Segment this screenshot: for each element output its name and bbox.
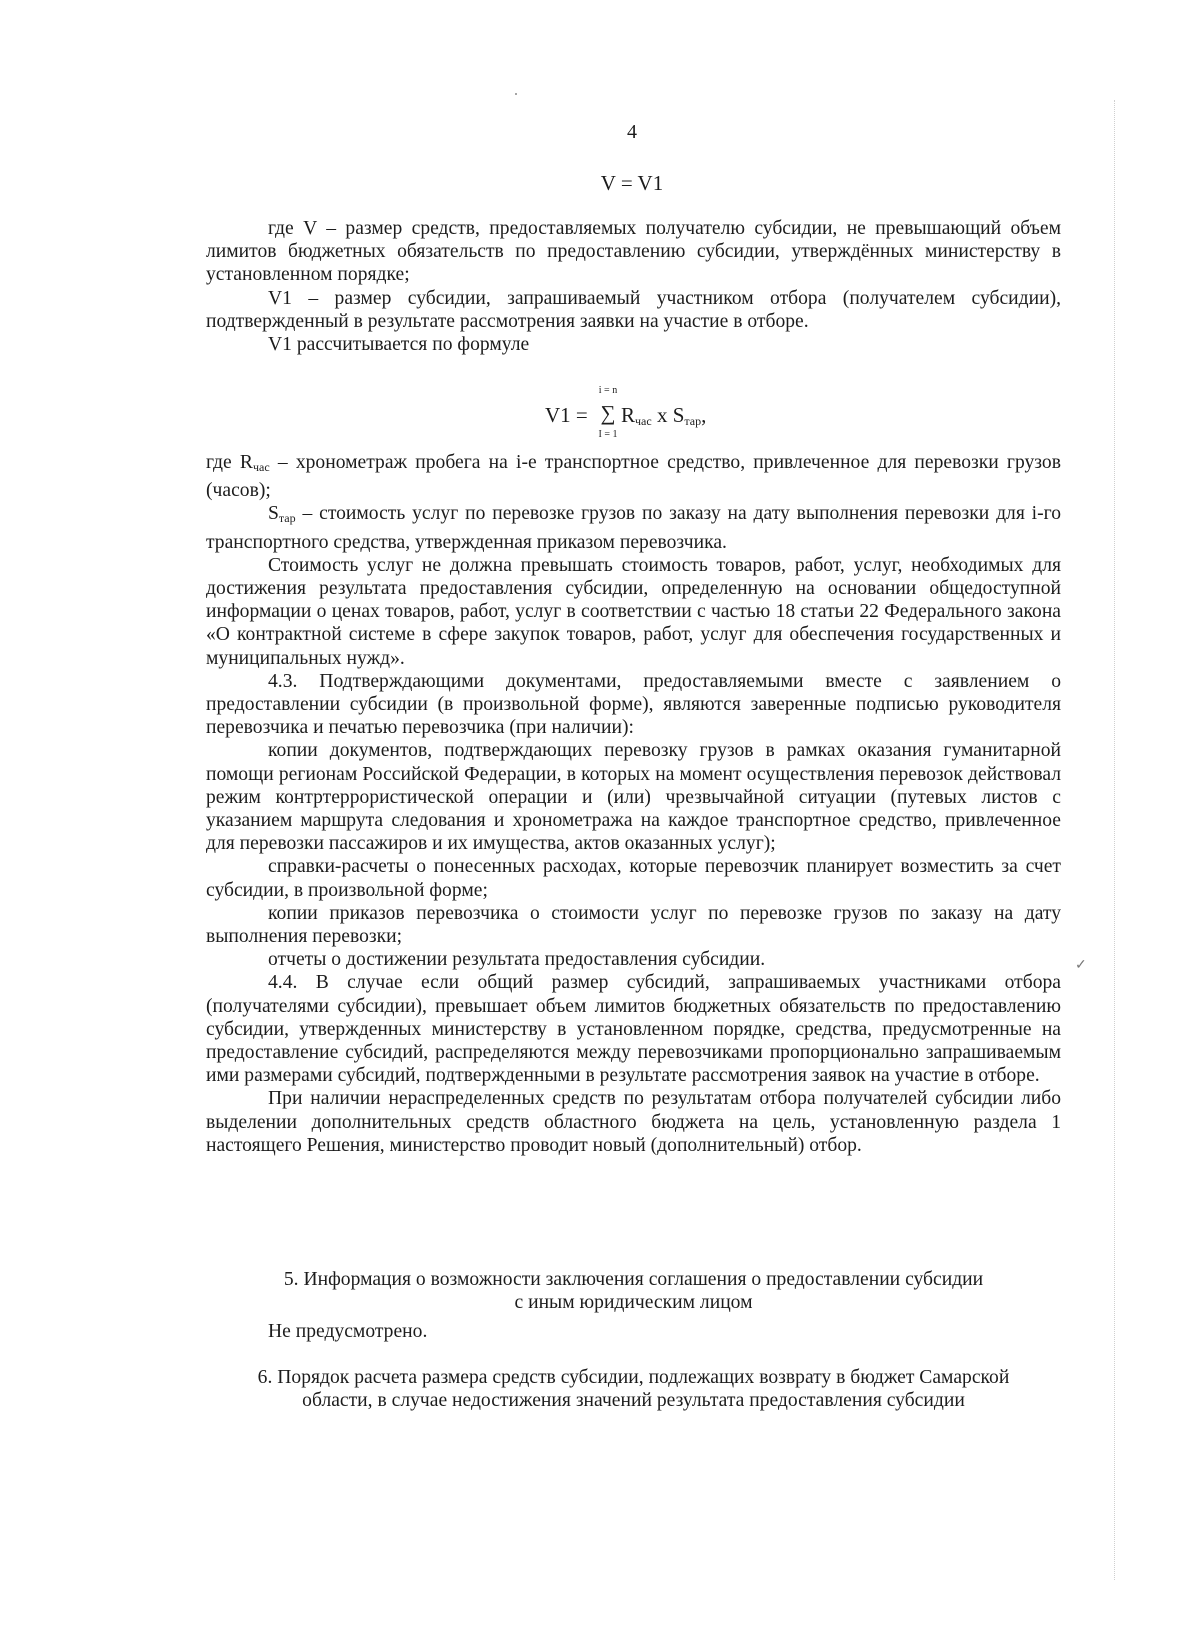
paragraph-v1-calculation: V1 рассчитывается по формуле [268, 334, 530, 356]
list-item-reports: отчеты о достижении результата предоставления субсидии. [268, 949, 766, 971]
sum-upper-limit: i = n [598, 385, 618, 396]
star-symbol: S [268, 503, 279, 525]
paragraph-rchas-definition [206, 451, 1061, 502]
paragraph-star-definition [206, 502, 1061, 553]
definitions-block [206, 217, 1061, 356]
s-symbol: S [672, 403, 685, 427]
r-subscript: час [635, 414, 652, 428]
section-6-heading-line1: 6. Порядок расчета размера средств субсидии, подлежащих возврату в бюджет Самарской [257, 1367, 1010, 1388]
page-number: 4 [627, 121, 637, 143]
section-5-heading-line1: 5. Информация о возможности заключения соглашения о предоставлении субсидии [283, 1269, 984, 1290]
list-item-expense-calculations: справки-расчеты о понесенных расходах, которые перевозчик планирует возместить за счет субсидии, в произвольной форме; [206, 856, 1061, 901]
sigma-symbol: ∑ [600, 401, 616, 425]
formula-lhs: V1 = [545, 403, 588, 427]
rchas-text: – хронометраж пробега на i-е транспортное средство, привлеченное для перевозки грузов (часов); [206, 452, 1061, 502]
section-5-heading [206, 1268, 1061, 1314]
star-text: – стоимость услуг по перевозке грузов по заказу на дату выполнения перевозки для i-го транспортного средства, утвержденная приказом перевозчика. [206, 503, 1061, 553]
main-text-block [206, 451, 1061, 1157]
formula-v-equals-v1: V = V1 [600, 171, 664, 195]
star-subscript: тар [278, 511, 296, 526]
paragraph-v-definition: где V – размер средств, предоставляемых получателю субсидии, не превышающий объем лимитов бюджетных обязательств по предоставлению субсидии, утверждённых министерству в установленном порядке; [206, 218, 1061, 286]
rchas-subscript: час [252, 460, 270, 474]
scan-edge-line [1114, 100, 1115, 1580]
s-subscript: тар [684, 414, 702, 428]
summation [594, 385, 622, 443]
paragraph-v1-definition: V1 – размер субсидии, запрашиваемый участником отбора (получателем субсидии), подтвержденный в результате рассмотрения заявки на участие в отборе. [206, 287, 1061, 332]
section-6-heading-line2: области, в случае недостижения значений результата предоставления субсидии [302, 1390, 965, 1412]
section-5-text: Не предусмотрено. [268, 1321, 428, 1342]
check-mark-icon: ✓ [1075, 958, 1087, 973]
section-5-heading-line2: с иным юридическим лицом [514, 1292, 753, 1314]
sum-lower-limit: I = 1 [598, 429, 618, 440]
paragraph-4-4: 4.4. В случае если общий размер субсидий, запрашиваемых участниками отбора (получателями субсидии), превышает объем лимитов бюджетных обязательств по предоставлению субсидии, утвержденных министерству в установленном порядке, средства, предусмотренные на предоставление субсидий, распределяются между перевозчиками пропорционально запрашиваемым ими размерами субсидий, подтвержденными в результате рассмотрения заявок на участие в отборе. [206, 972, 1061, 1087]
formula-rhs [621, 403, 706, 429]
rchas-symbol: где R [206, 452, 253, 473]
list-item-order-copies: копии приказов перевозчика о стоимости услуг по перевозке грузов по заказу на дату выполнения перевозки; [206, 902, 1061, 948]
formula-v1-sum [545, 385, 775, 443]
formula-comma: , [701, 403, 707, 427]
section-5-body [206, 1320, 1061, 1343]
paragraph-cost-limit: Стоимость услуг не должна превышать стоимость товаров, работ, услуг, необходимых для достижения результата предоставления субсидии, определенную на основании общедоступной информации о ценах товаров, работ, услуг в соответствии с частью 18 статьи 22 Федерального закона «О контрактной системе в сфере закупок товаров, работ, услуг для обеспечения государственных и муниципальных нужд». [206, 554, 1061, 669]
paragraph-unallocated-funds: При наличии нераспределенных средств по результатам отбора получателей субсидии либо выделении дополнительных средств областного бюджета на цель, установленную раздела 1 настоящего Решения, министерство проводит новый (дополнительный) отбор. [206, 1088, 1061, 1156]
scan-speck [515, 93, 517, 95]
section-6-heading [206, 1366, 1061, 1412]
paragraph-4-3: 4.3. Подтверждающими документами, предоставляемыми вместе с заявлением о предоставлении субсидии (в произвольной форме), являются заверенные подписью руководителя перевозчика и печатью перевозчика (при наличии): [206, 670, 1061, 739]
times-symbol: x [651, 403, 673, 427]
r-symbol: R [621, 403, 636, 427]
list-item-documents-copies: копии документов, подтверждающих перевозку грузов в рамках оказания гуманитарной помощи регионам Российской Федерации, в которых на момент осуществления перевозок действовал режим контртеррористической операции и (или) чрезвычайной ситуации (путевых листов с указанием маршрута следования и хронометража на каждое транспортное средство, привлеченное для перевозки пассажиров и их имущества, актов оказанных услуг); [206, 740, 1061, 855]
